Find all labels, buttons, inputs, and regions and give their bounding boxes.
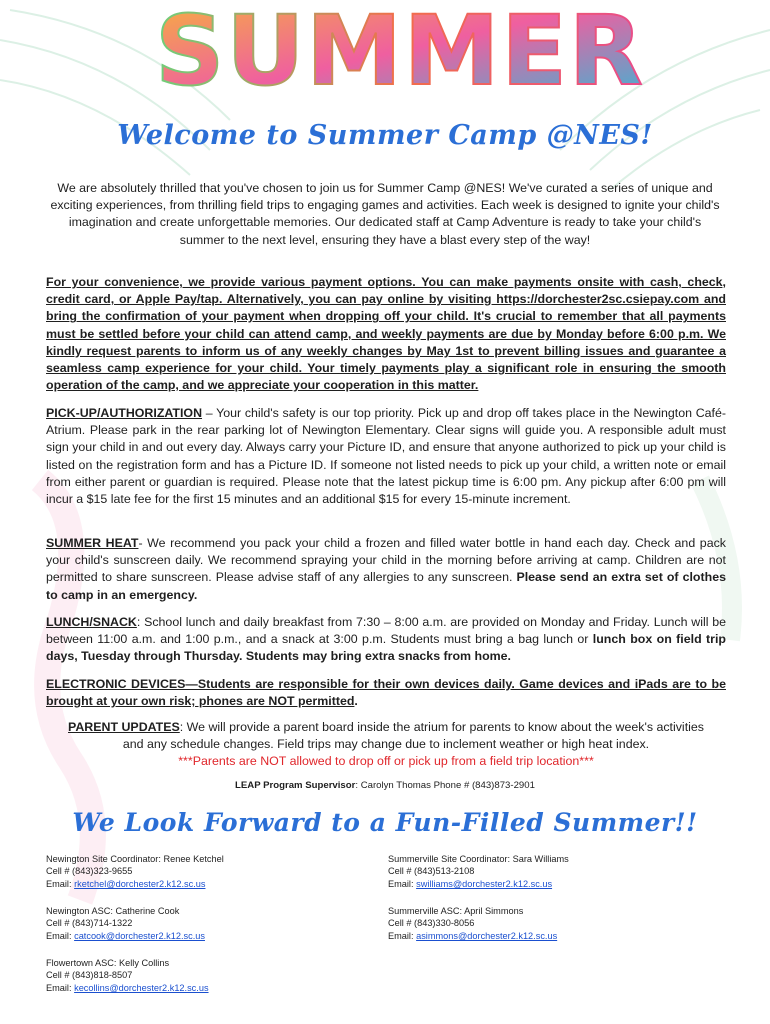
lunch-section [46, 614, 726, 666]
contact-name: Summerville ASC: April Simmons [388, 906, 524, 916]
contact-card [388, 905, 557, 942]
contact-cell: Cell # (843)818-8507 [46, 970, 133, 981]
contact-cell: Cell # (843)513-2108 [388, 866, 475, 877]
intro-paragraph: We are absolutely thrilled that you've chosen to join us for Summer Camp @NES! We've curated a series of unique and exciting experiences, from thrilling field trips to engaging games and activities. Each week is designed to ignite your child's imagination and create unforgettable memories. Our dedicated staff at Camp Adventure is ready to take your child's summer to the next level, ensuring they have a blast every step of the way! [50, 181, 720, 247]
banner-word: SUMMER [155, 0, 645, 107]
welcome-title: Welcome to Summer Camp @NES! [117, 120, 653, 151]
field-trip-warning: ***Parents are NOT allowed to drop off or pick up from a field trip location*** [178, 754, 594, 769]
summer-heat-heading: SUMMER HEAT [46, 536, 139, 550]
summer-heat-text: - We recommend you pack your child a frozen and filled water bottle in hand each day. Check and pack your child's sunscreen daily. We recommend spraying your child in the morning before arriving at camp. Children are not permitted to share sunscreen. Please advise staff of any allergies to any sunscreen. [46, 536, 726, 585]
parent-updates-text: : We will provide a parent board inside the atrium for parents to know about the week's activities and any schedule changes. Field trips may change due to inclement weather or high heat index. [122, 720, 704, 752]
electronic-section [46, 676, 726, 710]
pickup-text: – Your child's safety is our top priority. Pick up and drop off takes place in the Newington Café-Atrium. Please park in the rear parking lot of Newington Elementary. Clear signs will guide you. A responsible adult must sign your child in and out every day. Always carry your Picture ID, and ensure that anyone authorized to pick up your child is listed on the registration form and has a Picture ID. If someone not listed needs to pick up your child, a written note or email from either parent or guardian is required. Please note that the latest pickup time is 6:00 pm. Any pickup after 6:00 pm will incur a $15 late fee for the first 15 minutes and an additional $15 for every 15-minute increment. [46, 406, 726, 507]
pickup-heading: PICK-UP/AUTHORIZATION [46, 406, 203, 420]
contact-email-label: Email: [46, 878, 75, 889]
lunch-heading: LUNCH/SNACK [46, 615, 137, 629]
supervisor-label: LEAP Program Supervisor [235, 780, 356, 791]
parent-updates-heading: PARENT UPDATES [68, 720, 180, 734]
contact-cell: Cell # (843)714-1322 [46, 918, 133, 929]
electronic-text: ELECTRONIC DEVICES—Students are responsible for their own devices daily. Game devices and iPads are to be brought at your own risk; phones are NOT permitted [46, 677, 726, 709]
contact-email-link[interactable]: swilliams@dorchester2.k12.sc.us [416, 878, 553, 889]
contact-email-label: Email: [46, 930, 75, 941]
lunch-text: : School lunch and daily breakfast from 7:30 – 8:00 a.m. are provided on Monday and Friday. Lunch will be between 11:00 a.m. and 1:00 p.m., and a snack at 3:00 p.m. Students must bring a bag lunch or [46, 615, 726, 647]
contact-email-link[interactable]: catcook@dorchester2.k12.sc.us [74, 930, 205, 941]
summer-heat-section [46, 535, 726, 604]
contact-email-label: Email: [46, 982, 75, 993]
pickup-section [46, 405, 726, 508]
contact-name: Newington ASC: Catherine Cook [46, 906, 180, 916]
contact-email-link[interactable]: asimmons@dorchester2.k12.sc.us [416, 930, 558, 941]
contact-card [388, 853, 569, 890]
contact-cell: Cell # (843)330-8056 [388, 918, 475, 929]
supervisor-line [0, 780, 770, 791]
contact-card [46, 853, 224, 890]
contact-cell: Cell # (843)323-9655 [46, 866, 133, 877]
supervisor-text: : Carolyn Thomas Phone # (843)873-2901 [355, 780, 535, 791]
contact-email-link[interactable]: kecollins@dorchester2.k12.sc.us [74, 982, 209, 993]
electronic-end: . [354, 694, 358, 709]
payment-paragraph: For your convenience, we provide various payment options. You can make payments onsite with cash, check, credit card, or Apple Pay/tap. Alternatively, you can pay online by visiting https://dorchester2sc.csiepay.com and bring the confirmation of your payment when dropping off your child. It's crucial to remember that all payments must be settled before your child can attend camp, and weekly payments are due by Monday before 6:00 p.m. We kindly request parents to inform us of any weekly changes by May 1st to prevent billing issues and guarantee a seamless camp experience for your child. Your timely payments play a significant role in ensuring the smooth operation of the camp, and we appreciate your cooperation in this matter. [46, 275, 726, 393]
contact-card [46, 957, 209, 994]
contact-email-label: Email: [388, 878, 417, 889]
contact-name: Summerville Site Coordinator: Sara Williams [388, 854, 569, 864]
parent-updates-section [56, 719, 716, 771]
contact-name: Newington Site Coordinator: Renee Ketchel [46, 854, 224, 864]
contact-card [46, 905, 205, 942]
contact-name: Flowertown ASC: Kelly Collins [46, 958, 170, 968]
closing-title: We Look Forward to a Fun-Filled Summer!! [72, 808, 698, 837]
lunch-bold: lunch box on field trip days, Tuesday through Thursday. Students may bring extra snacks from home. [46, 632, 726, 664]
contact-email-label: Email: [388, 930, 417, 941]
contact-email-link[interactable]: rketchel@dorchester2.k12.sc.us [74, 878, 206, 889]
summer-heat-bold: Please send an extra set of clothes to camp in an emergency. [46, 570, 726, 602]
summer-banner-logo [155, 0, 645, 107]
